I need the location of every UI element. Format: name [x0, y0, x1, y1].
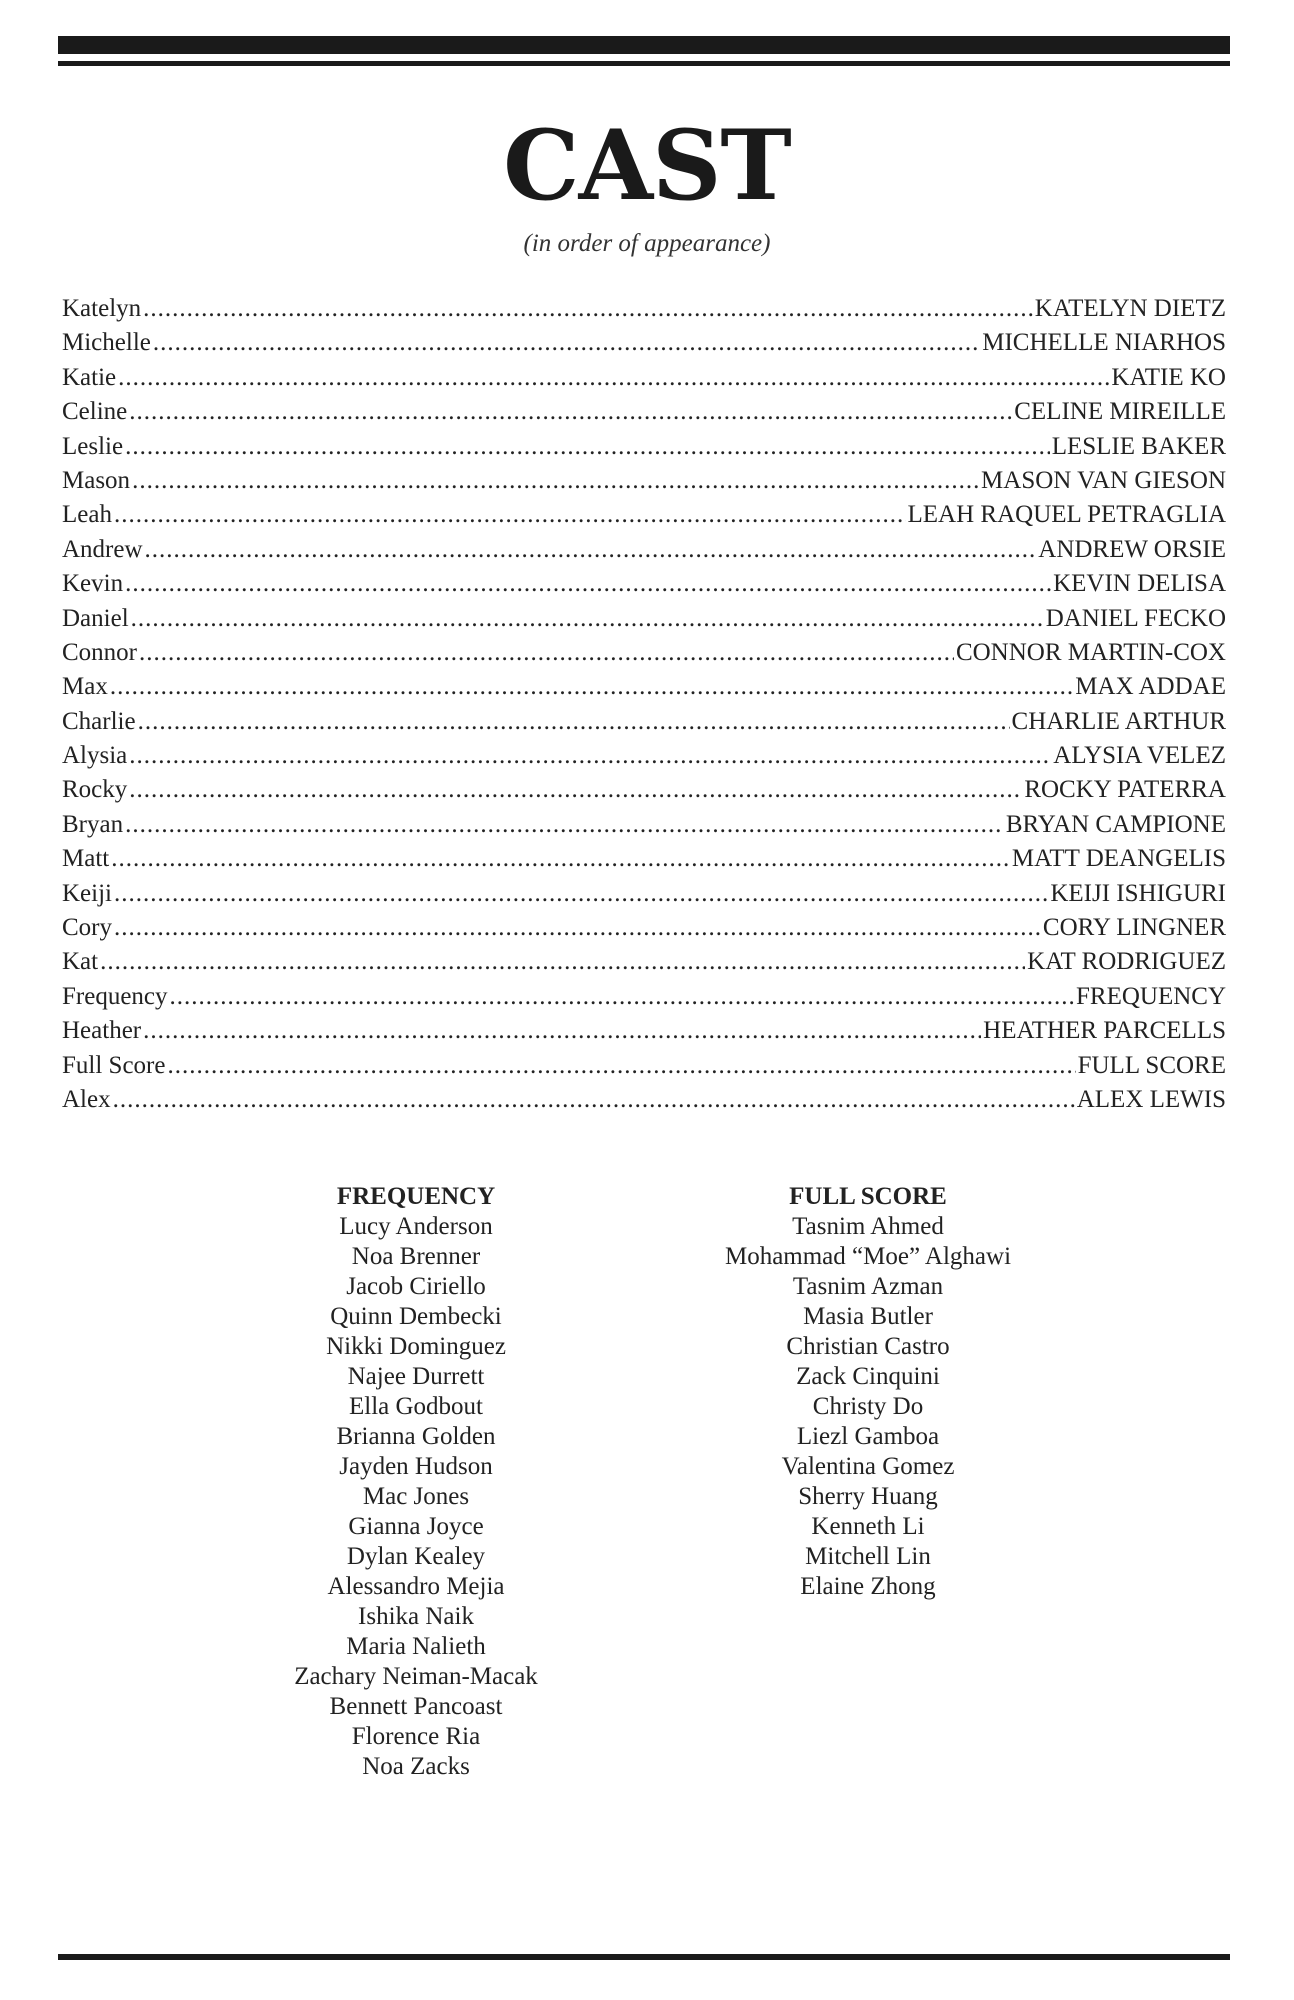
page-title: CAST: [503, 109, 791, 222]
frequency-member: Bennett Pancoast: [329, 1693, 503, 1720]
cast-row: [62, 602, 1226, 636]
full-score-member: Valentina Gomez: [781, 1453, 955, 1480]
full-score-heading: FULL SCORE: [789, 1183, 947, 1210]
cast-actor: MAX ADDAE: [1075, 673, 1226, 701]
cast-role: Full Score: [62, 1051, 166, 1079]
cast-actor: KEVIN DELISA: [1053, 570, 1226, 598]
dot-leader: [143, 1014, 981, 1048]
cast-row: [62, 980, 1226, 1014]
cast-actor: CHARLIE ARTHUR: [1011, 707, 1226, 735]
top-rule-thin: [58, 61, 1230, 66]
cast-role: Leslie: [62, 432, 124, 460]
full-score-member: Christian Castro: [786, 1333, 950, 1360]
dot-leader: [118, 361, 1109, 395]
dot-leader: [131, 602, 1044, 636]
cast-row: [62, 670, 1226, 704]
cast-actor: ANDREW ORSIE: [1038, 535, 1226, 563]
dot-leader: [139, 636, 954, 670]
cast-role: Andrew: [62, 535, 143, 563]
frequency-member: Florence Ria: [351, 1723, 481, 1750]
full-score-member: Tasnim Ahmed: [792, 1213, 944, 1240]
full-score-member: Liezl Gamboa: [796, 1423, 940, 1450]
cast-row: [62, 464, 1226, 498]
cast-role: Kat: [62, 948, 99, 976]
cast-role: Connor: [62, 638, 137, 666]
dot-leader: [129, 739, 1051, 773]
frequency-member: Maria Nalieth: [346, 1633, 486, 1660]
frequency-member: Mac Jones: [362, 1483, 470, 1510]
cast-row: [62, 773, 1226, 807]
cast-role: Charlie: [62, 707, 136, 735]
dot-leader: [132, 464, 979, 498]
cast-actor: DANIEL FECKO: [1045, 604, 1226, 632]
cast-role: Daniel: [62, 604, 129, 632]
full-score-ensemble: [658, 1182, 1078, 1602]
cast-row: [62, 808, 1226, 842]
full-score-member: Masia Butler: [803, 1303, 933, 1330]
cast-role: Rocky: [62, 776, 128, 804]
dot-leader: [138, 705, 1010, 739]
cast-actor: ALYSIA VELEZ: [1053, 742, 1226, 770]
cast-actor: ROCKY PATERRA: [1024, 776, 1226, 804]
full-score-member: Tasnim Azman: [792, 1273, 944, 1300]
cast-actor: KAT RODRIGUEZ: [1027, 948, 1226, 976]
frequency-member: Jacob Ciriello: [346, 1273, 486, 1300]
cast-actor: CORY LINGNER: [1042, 914, 1226, 942]
top-rule-thick: [58, 36, 1230, 54]
frequency-member: Gianna Joyce: [348, 1513, 484, 1540]
cast-actor: KATIE KO: [1111, 363, 1226, 391]
cast-actor: CELINE MIREILLE: [1014, 398, 1226, 426]
dot-leader: [125, 567, 1051, 601]
frequency-member: Jayden Hudson: [339, 1453, 493, 1480]
cast-row: [62, 911, 1226, 945]
cast-row: [62, 636, 1226, 670]
cast-role: Alex: [62, 1085, 111, 1113]
page-subtitle: (in order of appearance): [523, 230, 771, 257]
full-score-member-list: [658, 1212, 1078, 1602]
cast-actor: HEATHER PARCELLS: [983, 1017, 1226, 1045]
dot-leader: [153, 326, 980, 360]
cast-role: Max: [62, 673, 108, 701]
dot-leader: [125, 808, 1004, 842]
cast-actor: MATT DEANGELIS: [1011, 845, 1226, 873]
dot-leader: [125, 430, 1050, 464]
cast-actor: BRYAN CAMPIONE: [1005, 810, 1226, 838]
cast-row: [62, 842, 1226, 876]
cast-row: [62, 877, 1226, 911]
dot-leader: [167, 1049, 1075, 1083]
cast-row: [62, 705, 1226, 739]
cast-row: [62, 567, 1226, 601]
cast-role: Katie: [62, 363, 117, 391]
frequency-member-list: [206, 1212, 626, 1782]
cast-role: Mason: [62, 466, 131, 494]
cast-role: Michelle: [62, 329, 151, 357]
frequency-member: Noa Zacks: [362, 1753, 470, 1780]
frequency-member: Zachary Neiman-Macak: [294, 1663, 538, 1690]
cast-list: [62, 292, 1226, 1117]
cast-actor: LEAH RAQUEL PETRAGLIA: [907, 501, 1226, 529]
cast-row: [62, 430, 1226, 464]
dot-leader: [113, 1083, 1075, 1117]
cast-row: [62, 1014, 1226, 1048]
cast-actor: MASON VAN GIESON: [981, 466, 1226, 494]
cast-row: [62, 739, 1226, 773]
cast-row: [62, 361, 1226, 395]
cast-row: [62, 326, 1226, 360]
frequency-member: Ishika Naik: [358, 1603, 474, 1630]
frequency-member: Najee Durrett: [347, 1363, 485, 1390]
cast-role: Heather: [62, 1017, 142, 1045]
frequency-member: Noa Brenner: [351, 1243, 481, 1270]
dot-leader: [143, 292, 1033, 326]
cast-row: [62, 1083, 1226, 1117]
cast-role: Keiji: [62, 879, 112, 907]
dot-leader: [114, 911, 1041, 945]
cast-role: Cory: [62, 914, 112, 942]
dot-leader: [129, 773, 1022, 807]
cast-role: Bryan: [62, 810, 124, 838]
cast-row: [62, 498, 1226, 532]
cast-actor: KATELYN DIETZ: [1034, 295, 1226, 322]
cast-role: Kevin: [62, 570, 124, 598]
cast-actor: ALEX LEWIS: [1076, 1085, 1226, 1113]
full-score-member: Elaine Zhong: [800, 1573, 936, 1600]
cast-actor: LESLIE BAKER: [1051, 432, 1226, 460]
cast-actor: FULL SCORE: [1077, 1051, 1226, 1079]
cast-role: Frequency: [62, 982, 168, 1010]
cast-actor: KEIJI ISHIGURI: [1050, 879, 1226, 907]
full-score-member: Sherry Huang: [798, 1483, 938, 1510]
cast-role: Matt: [62, 845, 110, 873]
frequency-member: Lucy Anderson: [339, 1213, 493, 1240]
cast-role: Celine: [62, 398, 128, 426]
full-score-member: Zack Cinquini: [796, 1363, 940, 1390]
dot-leader: [114, 498, 906, 532]
frequency-member: Nikki Dominguez: [326, 1333, 506, 1360]
frequency-ensemble: [206, 1182, 626, 1782]
dot-leader: [170, 980, 1074, 1014]
cast-row: [62, 1049, 1226, 1083]
dot-leader: [110, 670, 1073, 704]
frequency-member: Alessandro Mejia: [327, 1573, 505, 1600]
cast-row: [62, 395, 1226, 429]
bottom-rule: [58, 1954, 1230, 1960]
full-score-member: Christy Do: [812, 1393, 924, 1420]
full-score-member: Kenneth Li: [811, 1513, 925, 1540]
cast-row: [62, 292, 1226, 326]
cast-row: [62, 945, 1226, 979]
frequency-member: Brianna Golden: [336, 1423, 496, 1450]
frequency-member: Quinn Dembecki: [330, 1303, 502, 1330]
dot-leader: [145, 533, 1037, 567]
cast-role: Katelyn: [62, 295, 142, 322]
cast-role: Leah: [62, 501, 112, 529]
cast-actor: FREQUENCY: [1075, 982, 1226, 1010]
cast-row: [62, 533, 1226, 567]
frequency-member: Ella Godbout: [348, 1393, 483, 1420]
frequency-heading: FREQUENCY: [336, 1183, 496, 1210]
dot-leader: [114, 877, 1048, 911]
cast-actor: CONNOR MARTIN-COX: [955, 638, 1226, 666]
dot-leader: [100, 945, 1025, 979]
frequency-member: Dylan Kealey: [346, 1543, 486, 1570]
dot-leader: [111, 842, 1010, 876]
cast-actor: MICHELLE NIARHOS: [982, 329, 1226, 357]
dot-leader: [129, 395, 1012, 429]
cast-role: Alysia: [62, 742, 128, 770]
full-score-member: Mitchell Lin: [805, 1543, 931, 1570]
full-score-member: Mohammad “Moe” Alghawi: [724, 1243, 1012, 1270]
